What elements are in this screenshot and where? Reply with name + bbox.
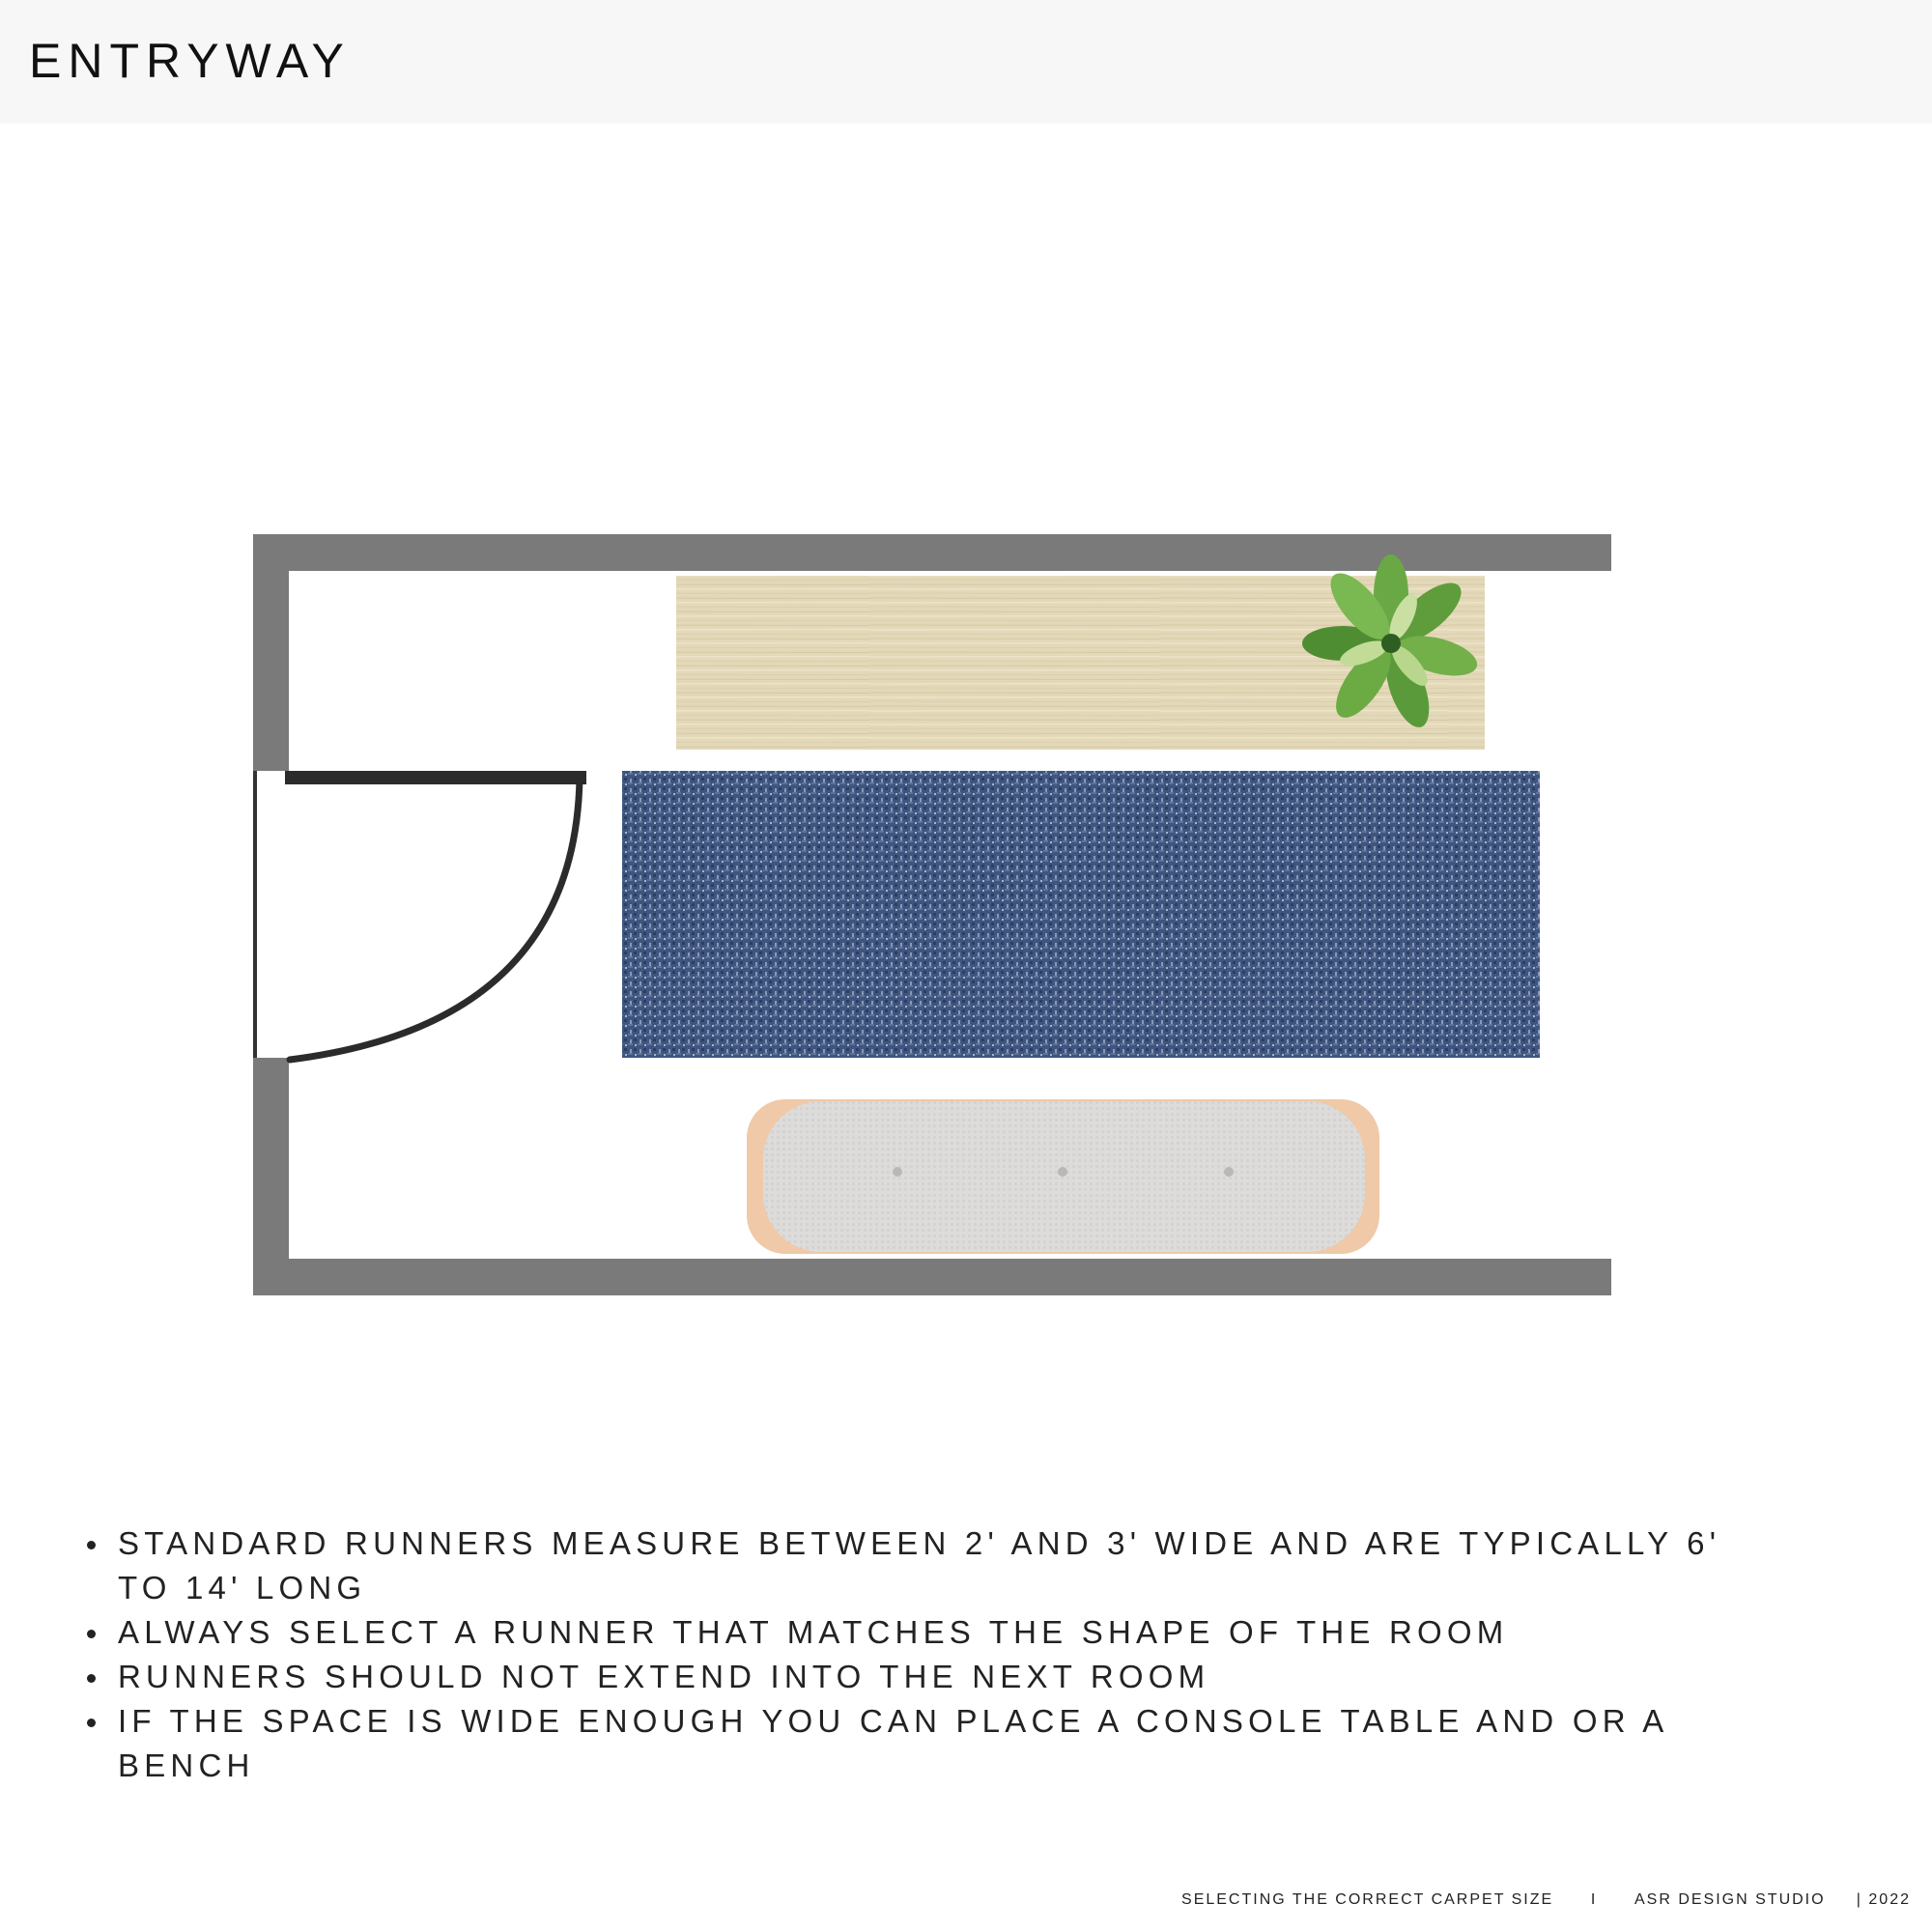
- note-item: IF THE SPACE IS WIDE ENOUGH YOU CAN PLACE A CONSOLE TABLE AND OR A BENCH: [118, 1699, 1760, 1788]
- footer-separator: I: [1590, 1891, 1598, 1908]
- footer-studio: ASR DESIGN STUDIO: [1634, 1891, 1826, 1908]
- note-item: ALWAYS SELECT A RUNNER THAT MATCHES THE SHAPE OF THE ROOM: [118, 1610, 1760, 1655]
- footer-year: | 2022: [1856, 1891, 1911, 1908]
- note-item: STANDARD RUNNERS MEASURE BETWEEN 2' AND 3' WIDE AND ARE TYPICALLY 6' TO 14' LONG: [118, 1521, 1760, 1610]
- runner-rug-icon: [622, 771, 1540, 1058]
- footer: [1181, 1891, 1911, 1909]
- note-item: RUNNERS SHOULD NOT EXTEND INTO THE NEXT ROOM: [118, 1655, 1760, 1699]
- notes-list: [118, 1521, 1760, 1788]
- door-swing-icon: [285, 771, 586, 1060]
- footer-doc-title: SELECTING THE CORRECT CARPET SIZE: [1181, 1891, 1554, 1908]
- page-title: ENTRYWAY: [29, 34, 351, 88]
- bench-icon: [747, 1099, 1379, 1254]
